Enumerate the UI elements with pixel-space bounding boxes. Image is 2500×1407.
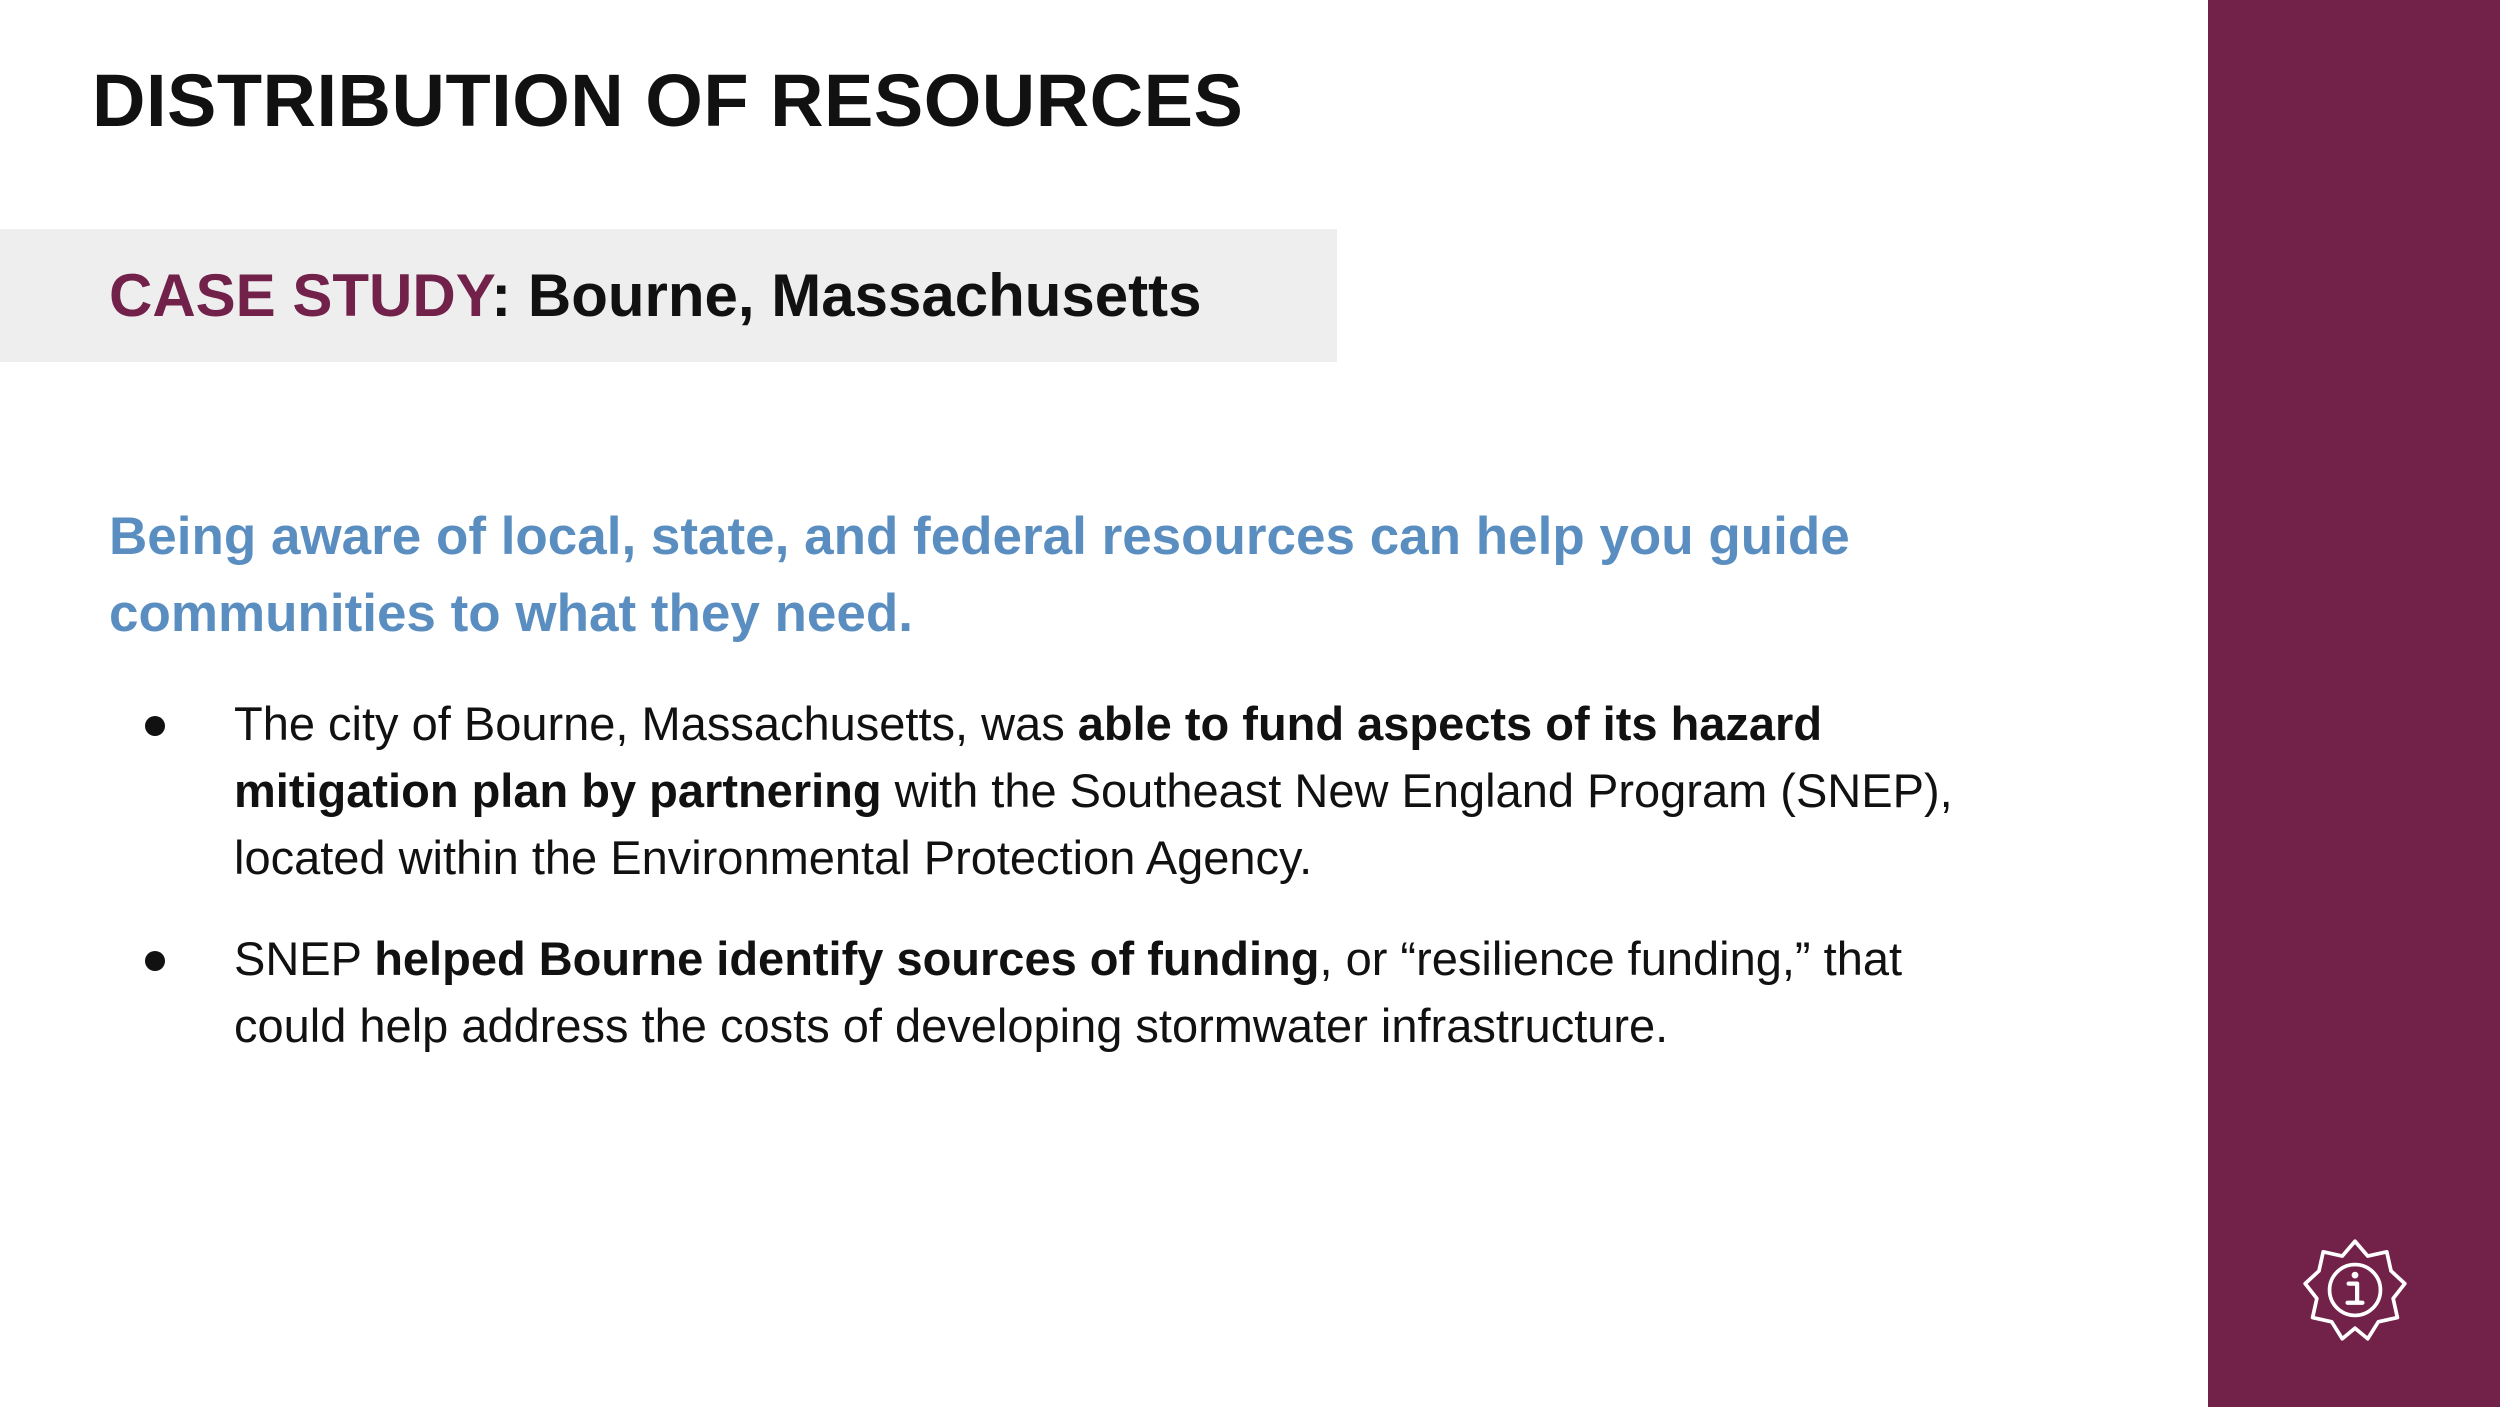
gear-info-icon	[2302, 1237, 2408, 1343]
slide-title: DISTRIBUTION OF RESOURCES	[92, 59, 1244, 142]
bullet-dot	[145, 951, 165, 971]
bullet-text: SNEP	[234, 932, 375, 985]
bullet-emphasis: able to fund aspects of its hazard mitigation plan by partnering	[234, 697, 1823, 817]
bullet-item	[0, 925, 1954, 1059]
bullet-item	[0, 690, 1954, 891]
bullet-text: , or “resilience funding,” that could help address the costs of developing stormwater infrastructure.	[234, 932, 1903, 1052]
sidebar-accent-panel	[2208, 0, 2500, 1407]
bullet-list	[0, 690, 2100, 1093]
bullet-text: with the Southeast New England Program (SNEP), located within the Environmental Protection Agency.	[234, 764, 1953, 884]
case-study-separator: :	[491, 262, 528, 329]
bullet-text: The city of Bourne, Massachusetts, was	[234, 697, 1078, 750]
bullet-dot	[145, 716, 165, 736]
lead-statement: Being aware of local, state, and federal resources can help you guide communities to what they need.	[109, 507, 1850, 643]
bullet-emphasis: helped Bourne identify sources of funding	[374, 932, 1320, 985]
case-study-label: CASE STUDY	[109, 262, 492, 329]
case-study-heading	[109, 261, 1201, 330]
case-study-location: Bourne, Massachusetts	[527, 262, 1202, 329]
